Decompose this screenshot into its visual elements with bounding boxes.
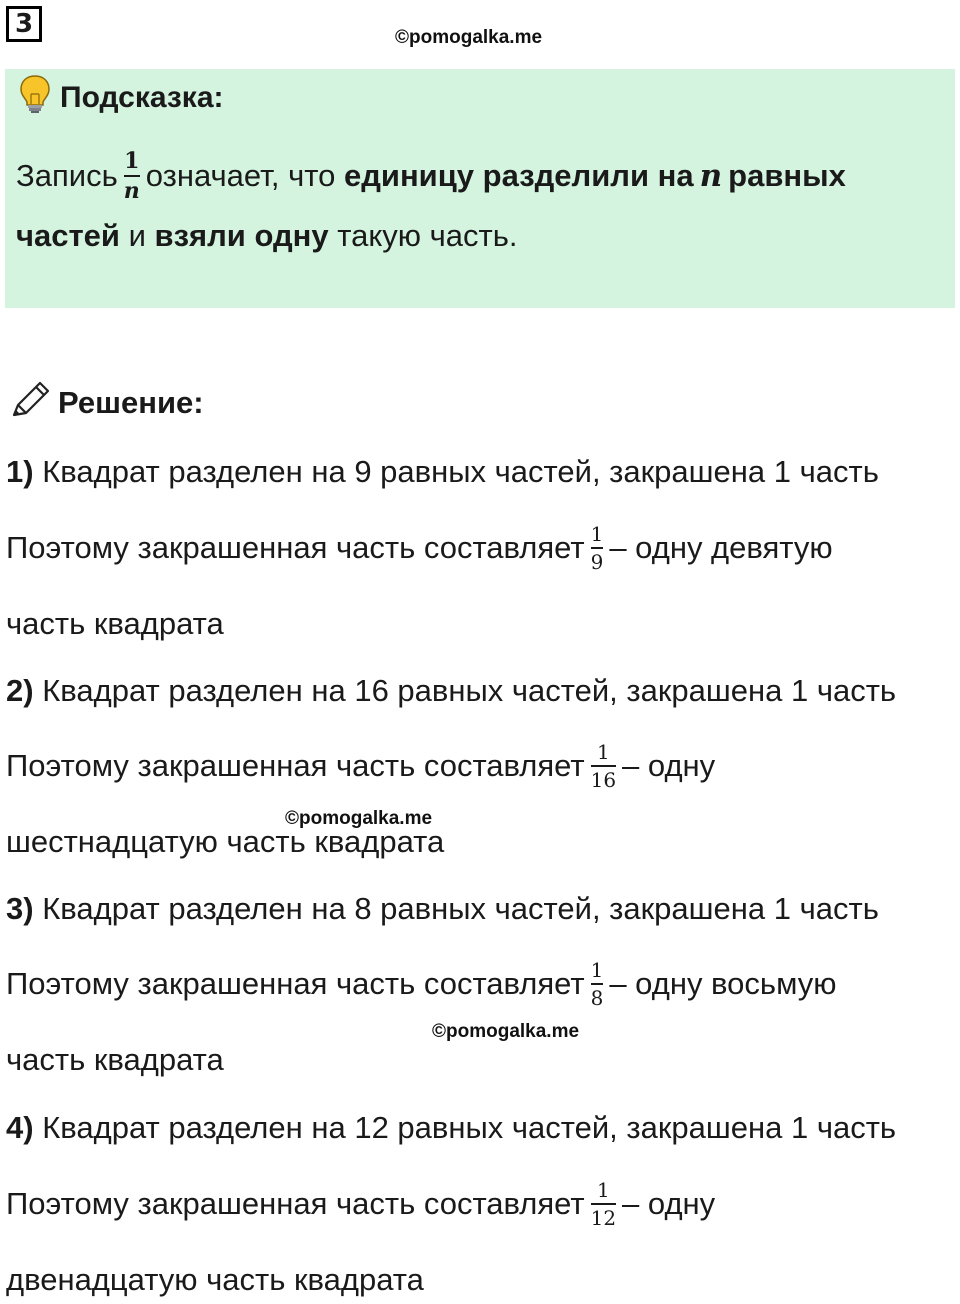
fraction-bar	[591, 547, 604, 549]
conclusion-suffix: – одну восьмую	[609, 966, 837, 1001]
hint-header	[18, 78, 224, 118]
fraction-numerator: 1	[590, 958, 604, 983]
task-number: 3	[6, 6, 42, 42]
hint-text-mid: означает, что	[145, 158, 336, 193]
conclusion-suffix: – одну девятую	[609, 530, 833, 565]
item-1-conclusion	[6, 516, 833, 580]
lightbulb-icon	[18, 74, 52, 122]
hint-title: Подсказка:	[60, 81, 224, 114]
item-3-tail	[6, 1038, 224, 1082]
fraction-denominator: 12	[590, 1205, 617, 1230]
hint-text-and: и	[128, 218, 146, 253]
item-number: 2)	[6, 673, 34, 708]
conclusion-tail: часть квадрата	[6, 606, 224, 641]
hint-line-2	[16, 216, 517, 256]
answer-fraction	[591, 742, 616, 790]
item-4-tail	[6, 1258, 424, 1302]
answer-fraction	[591, 960, 604, 1008]
hint-bold-3: взяли одну	[154, 218, 329, 253]
solution-header	[10, 382, 204, 424]
statement-text: Квадрат разделен на 12 равных частей, закрашена 1 часть	[42, 1110, 897, 1145]
statement-text: Квадрат разделен на 9 равных частей, закрашена 1 часть	[42, 454, 879, 489]
item-2-conclusion	[6, 734, 715, 798]
item-2-tail	[6, 820, 444, 864]
fraction-bar	[124, 175, 140, 177]
statement-text: Квадрат разделен на 8 равных частей, закрашена 1 часть	[42, 891, 879, 926]
fraction-bar	[591, 765, 616, 767]
pencil-icon	[10, 379, 52, 427]
item-3-statement	[6, 887, 879, 931]
fraction-denominator: 8	[590, 985, 604, 1010]
watermark-lower: ©pomogalka.me	[432, 1021, 580, 1042]
watermark-top: ©pomogalka.me	[395, 27, 543, 48]
item-number: 4)	[6, 1110, 34, 1145]
item-number: 1)	[6, 454, 34, 489]
conclusion-prefix: Поэтому закрашенная часть составляет	[6, 1186, 585, 1221]
item-1-statement	[6, 450, 879, 494]
item-3-conclusion	[6, 952, 837, 1016]
hint-variable-n: n	[699, 158, 723, 194]
hint-bold-1-end: равных	[728, 158, 846, 193]
statement-text: Квадрат разделен на 16 равных частей, закрашена 1 часть	[42, 673, 897, 708]
item-4-statement	[6, 1106, 896, 1150]
fraction-numerator: 1	[590, 522, 604, 547]
answer-fraction	[591, 524, 604, 572]
item-2-statement	[6, 669, 896, 713]
hint-line-1	[16, 145, 846, 207]
fraction-numerator: 1	[596, 1178, 610, 1203]
item-number: 3)	[6, 891, 34, 926]
fraction-denominator: 9	[590, 549, 604, 574]
conclusion-suffix: – одну	[622, 748, 716, 783]
hint-fraction-numerator: 1	[124, 148, 140, 175]
fraction-bar	[591, 983, 604, 985]
fraction-bar	[591, 1203, 616, 1205]
solution-title: Решение:	[58, 385, 204, 420]
hint-text-end: такую часть.	[337, 218, 518, 253]
answer-fraction	[591, 1180, 616, 1228]
conclusion-prefix: Поэтому закрашенная часть составляет	[6, 966, 585, 1001]
hint-fraction-denominator: n	[123, 177, 140, 204]
watermark-middle: ©pomogalka.me	[285, 808, 433, 829]
hint-bold-1: единицу разделили на	[343, 158, 694, 193]
conclusion-prefix: Поэтому закрашенная часть составляет	[6, 530, 585, 565]
conclusion-suffix: – одну	[622, 1186, 716, 1221]
conclusion-tail: двенадцатую часть квадрата	[6, 1262, 424, 1297]
conclusion-prefix: Поэтому закрашенная часть составляет	[6, 748, 585, 783]
conclusion-tail: шестнадцатую часть квадрата	[6, 824, 445, 859]
hint-text-prefix: Запись	[16, 158, 118, 193]
fraction-numerator: 1	[596, 740, 610, 765]
item-1-tail	[6, 602, 224, 646]
hint-fraction	[124, 150, 140, 202]
hint-bold-2: частей	[16, 218, 120, 253]
item-4-conclusion	[6, 1172, 715, 1236]
fraction-denominator: 16	[590, 767, 617, 792]
conclusion-tail: часть квадрата	[6, 1042, 224, 1077]
